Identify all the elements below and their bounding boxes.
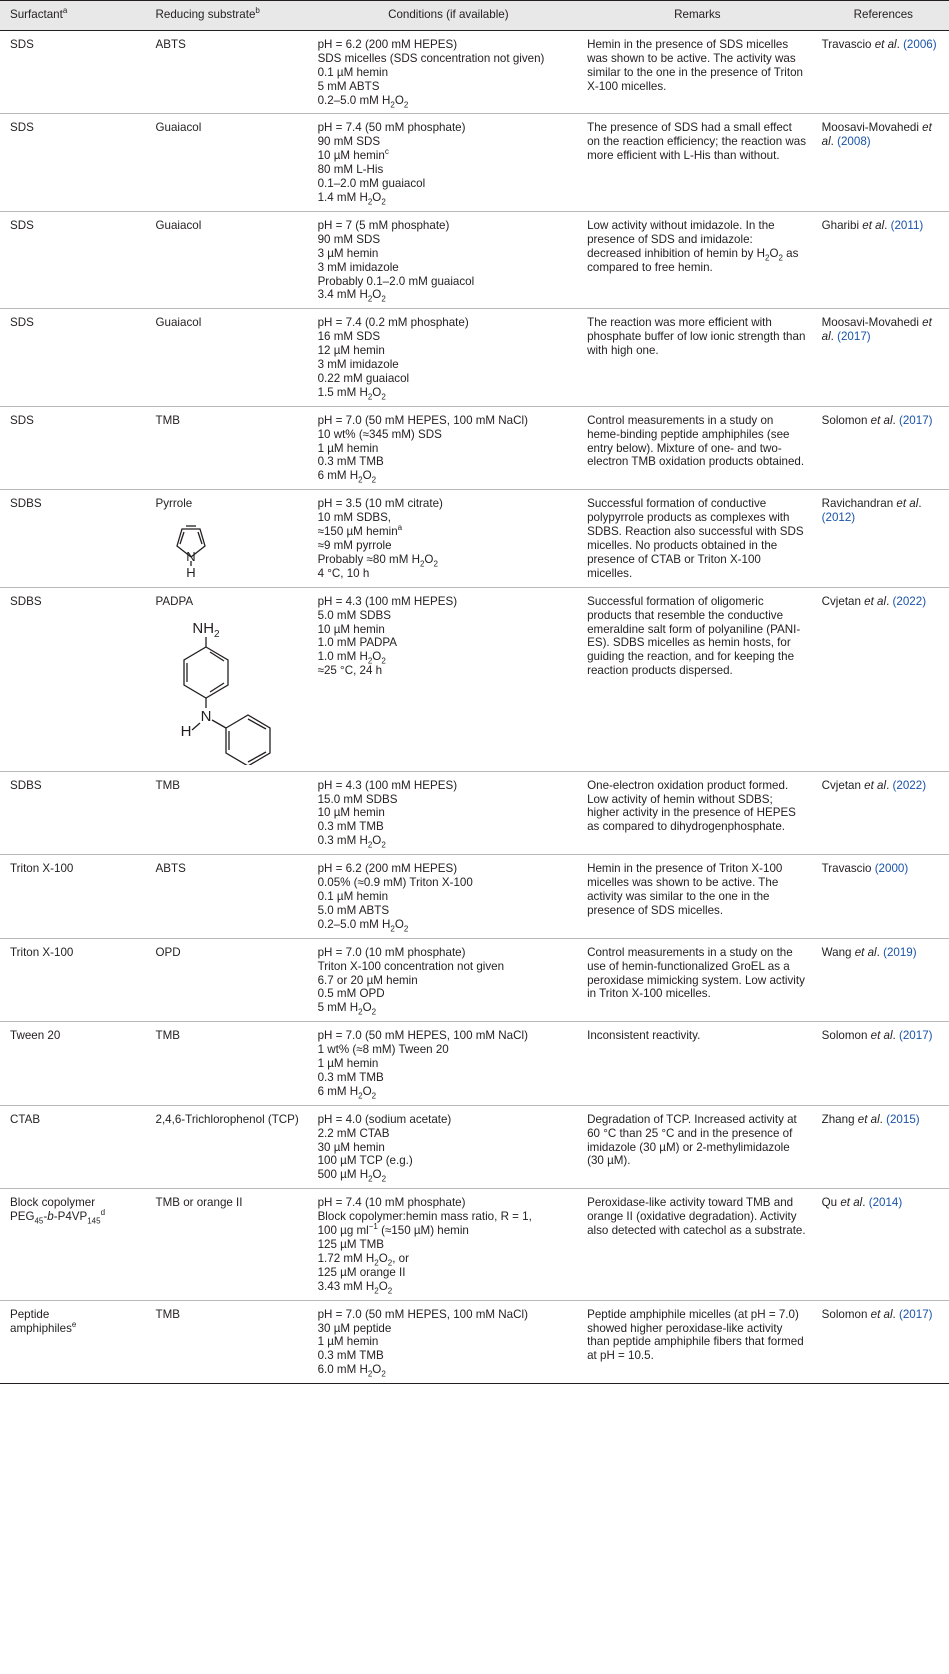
condition-line: SDS micelles (SDS concentration not given) — [317, 51, 545, 65]
condition-line: pH = 7.4 (50 mM phosphate) — [317, 121, 466, 135]
condition-line: 6 mM $H_2O_2$ — [317, 469, 377, 485]
cell-surfactant: Tween 20 — [0, 1022, 146, 1106]
condition-line: 0.1 µM hemin — [317, 65, 389, 79]
table-row — [0, 938, 949, 1022]
condition-line: 0.1–2.0 mM guaiacol — [317, 177, 426, 191]
table-row — [0, 587, 949, 771]
cell-surfactant: SDBS — [0, 771, 146, 855]
condition-line: pH = 6.2 (200 mM HEPES) — [317, 862, 458, 876]
condition-line: 0.2–5.0 mM $H_2O_2$ — [317, 917, 409, 934]
condition-line: pH = 7 (5 mM phosphate) — [317, 218, 450, 232]
condition-line: 0.3 mM TMB — [317, 1349, 384, 1363]
table-row — [0, 1022, 949, 1106]
cell-reducing-substrate: TMB — [146, 1300, 314, 1384]
cell-surfactant: SDS — [0, 309, 146, 406]
cell-surfactant: Peptide amphiphiles$^e$ — [0, 1300, 146, 1384]
reference-year-link[interactable]: (2022) — [892, 594, 927, 608]
condition-line: 0.5 mM OPD — [317, 987, 385, 1001]
cell-conditions — [314, 1105, 584, 1189]
reference-year-link[interactable]: (2014) — [868, 1196, 903, 1210]
cell-conditions — [314, 1189, 584, 1300]
cell-conditions — [314, 587, 584, 771]
cell-conditions — [314, 406, 584, 490]
table-row — [0, 1300, 949, 1384]
condition-line: 1.72 mM $H_2O_2$, or — [317, 1251, 409, 1268]
cell-reference: Travascio et al. (2006) — [812, 30, 949, 114]
cell-remarks: One-electron oxidation product formed. Low activity of hemin without SDBS; higher activity in the presence of HEPES as compared to dihydrogenphosphate. — [583, 771, 812, 855]
condition-line: 1.4 mM $H_2O_2$ — [317, 190, 386, 207]
condition-line: 1 µM hemin — [317, 1057, 379, 1071]
reference-year-link[interactable]: (2006) — [903, 37, 937, 51]
cell-reference: Ravichandran et al. (2012) — [812, 490, 949, 587]
condition-line: 10 wt% (≈345 mM) SDS — [317, 427, 442, 441]
condition-line: 5 mM ABTS — [317, 79, 380, 93]
cell-reference: Zhang et al. (2015) — [812, 1105, 949, 1189]
condition-line: 6.7 or 20 µM hemin — [317, 973, 418, 987]
reference-year-link[interactable]: (2011) — [890, 218, 924, 232]
condition-line: 0.22 mM guaiacol — [317, 371, 410, 385]
condition-line: 5.0 mM SDBS — [317, 608, 392, 622]
condition-line: 1.5 mM $H_2O_2$ — [317, 385, 386, 402]
cell-reducing-substrate: TMB or orange II — [146, 1189, 314, 1300]
condition-line: ≈9 mM pyrrole — [317, 539, 392, 552]
svg-text:N: N — [200, 707, 211, 725]
cell-reducing-substrate: TMB — [146, 1022, 314, 1106]
cell-surfactant: SDBS — [0, 490, 146, 587]
cell-reference: Cvjetan et al. (2022) — [812, 771, 949, 855]
cell-surfactant: SDS — [0, 30, 146, 114]
cell-remarks: Control measurements in a study on the use of hemin-functionalized GroEL as a peroxidase mimicking system. Low activity in Triton X-100 micelles. — [583, 938, 812, 1022]
cell-reference: Wang et al. (2019) — [812, 938, 949, 1022]
table-row — [0, 211, 949, 308]
table-row — [0, 855, 949, 939]
header-conditions: Conditions (if available) — [314, 1, 584, 31]
cell-reducing-substrate: PADPA $NH_2$ N H — [146, 587, 314, 771]
table-row — [0, 114, 949, 211]
condition-line: 6.0 mM $H_2O_2$ — [317, 1363, 386, 1379]
condition-line: 10 µM hemin — [317, 622, 385, 636]
condition-line: 30 µM hemin — [317, 1140, 385, 1154]
condition-line: 3.43 mM $H_2O_2$ — [317, 1279, 393, 1296]
cell-remarks: Low activity without imidazole. In the presence of SDS and imidazole: decreased inhibition of hemin by $H_2O_2$ as compared to free hemin. — [583, 211, 812, 308]
cell-reducing-substrate: Guaiacol — [146, 211, 314, 308]
condition-line: 90 mM SDS — [317, 232, 381, 246]
reference-year-link[interactable]: (2015) — [886, 1112, 920, 1126]
cell-remarks: Peptide amphiphile micelles (at pH = 7.0) showed higher peroxidase-like activity than peptide amphiphile fibers that formed at pH = 10.5. — [583, 1300, 812, 1384]
cell-reference: Solomon et al. (2017) — [812, 406, 949, 490]
cell-remarks: Control measurements in a study on heme-binding peptide amphiphiles (see entry below). Mixture of one- and two-electron TMB oxidation products obtained. — [583, 406, 812, 490]
cell-surfactant: Block copolymer $PEG_{45}-b-P4VP_{145}^d$ — [0, 1189, 146, 1300]
cell-conditions — [314, 1300, 584, 1384]
condition-line: 2.2 mM CTAB — [317, 1126, 390, 1140]
header-remarks: Remarks — [583, 1, 812, 31]
cell-surfactant: SDS — [0, 114, 146, 211]
table-row — [0, 309, 949, 406]
condition-line: 10 µM hemin$^c$ — [317, 147, 389, 163]
condition-line: 100 µg $ml^{-1}$ (≈150 µM) hemin — [317, 1222, 469, 1238]
condition-line: 90 mM SDS — [317, 135, 381, 149]
cell-remarks: The presence of SDS had a small effect on the reaction efficiency; the reaction was more efficient with L-His than without. — [583, 114, 812, 211]
condition-line: 0.05% (≈0.9 mM) Triton X-100 — [317, 876, 473, 890]
cell-surfactant: SDS — [0, 211, 146, 308]
condition-line: ≈150 µM hemin$^a$ — [317, 523, 403, 539]
condition-line: 3.4 mM $H_2O_2$ — [317, 288, 386, 304]
condition-line: Block copolymer:hemin mass ratio, R = 1, — [317, 1210, 532, 1224]
condition-line: 6 mM $H_2O_2$ — [317, 1084, 377, 1101]
cell-conditions — [314, 309, 584, 406]
svg-text:NH2: $NH_2$ — [191, 619, 220, 640]
reference-year-link[interactable]: (2017) — [899, 1307, 933, 1321]
header-surfactant: Surfactant$^a$ — [0, 1, 146, 31]
svg-text:H: H — [185, 565, 196, 580]
cell-conditions — [314, 490, 584, 587]
condition-line: 10 µM hemin — [317, 806, 385, 820]
condition-line: 4 °C, 10 h — [317, 566, 370, 580]
condition-line: 1.0 mM $H_2O_2$ — [317, 650, 386, 666]
cell-surfactant: Triton X-100 — [0, 855, 146, 939]
cell-remarks: Degradation of TCP. Increased activity at 60 °C than 25 °C and in the presence of imidazole (30 µM) or 2-methylimidazole (30 µM). — [583, 1105, 812, 1189]
condition-line: 1 µM hemin — [317, 1335, 379, 1349]
cell-surfactant: Triton X-100 — [0, 938, 146, 1022]
condition-line: 16 mM SDS — [317, 330, 381, 344]
condition-line: 3 mM imidazole — [317, 260, 399, 274]
condition-line: 1 wt% (≈8 mM) Tween 20 — [317, 1043, 449, 1057]
condition-line: 0.3 mM TMB — [317, 820, 384, 834]
cell-conditions — [314, 114, 584, 211]
reference-year-link[interactable]: (2000) — [874, 862, 909, 876]
cell-surfactant: CTAB — [0, 1105, 146, 1189]
table-row — [0, 30, 949, 114]
cell-reducing-substrate: ABTS — [146, 855, 314, 939]
condition-line: 3 µM hemin — [317, 246, 379, 260]
reference-year-link[interactable]: (2017) — [899, 413, 933, 427]
condition-line: pH = 7.0 (50 mM HEPES, 100 mM NaCl) — [317, 1029, 528, 1043]
cell-remarks: Hemin in the presence of Triton X-100 micelles was shown to be active. The activity was similar to the one in the presence of SDS micelles. — [583, 855, 812, 939]
cell-reference: Qu et al. (2014) — [812, 1189, 949, 1300]
condition-line: 0.3 mM TMB — [317, 455, 384, 469]
cell-reference: Gharibi et al. (2011) — [812, 211, 949, 308]
condition-line: 5.0 mM ABTS — [317, 903, 390, 917]
condition-line: pH = 7.0 (50 mM HEPES, 100 mM NaCl) — [317, 413, 528, 427]
cell-reference: Moosavi-Movahedi et al. (2017) — [812, 309, 949, 406]
condition-line: pH = 3.5 (10 mM citrate) — [317, 497, 443, 511]
reference-year-link[interactable]: (2008) — [837, 135, 871, 149]
condition-line: 1.0 mM PADPA — [317, 636, 398, 650]
cell-conditions — [314, 771, 584, 855]
cell-remarks: Inconsistent reactivity. — [583, 1022, 812, 1106]
cell-surfactant: SDBS — [0, 587, 146, 771]
cell-reducing-substrate: Pyrrole N H — [146, 490, 314, 587]
condition-line: 100 µM TCP (e.g.) — [317, 1154, 413, 1168]
condition-line: pH = 6.2 (200 mM HEPES) — [317, 37, 458, 51]
cell-reducing-substrate: TMB — [146, 771, 314, 855]
header-reducing-substrate: Reducing substrate$^b$ — [146, 1, 314, 31]
cell-conditions — [314, 30, 584, 114]
cell-remarks: Successful formation of conductive polypyrrole products as complexes with SDBS. Reaction also successful with SDS micelles. No products obtained in the presence of CTAB or Triton X-100 micelles. — [583, 490, 812, 587]
cell-remarks: Successful formation of oligomeric products that resemble the conductive emeraldine salt form of polyaniline (PANI-ES). SDBS micelles as hemin hosts, for guiding the reaction, and for keeping the reaction products dispersed. — [583, 587, 812, 771]
cell-reducing-substrate: Guaiacol — [146, 114, 314, 211]
condition-line: 0.3 mM TMB — [317, 1070, 384, 1084]
condition-line: 5 mM $H_2O_2$ — [317, 1001, 377, 1017]
cell-reference: Solomon et al. (2017) — [812, 1300, 949, 1384]
cell-reducing-substrate: Guaiacol — [146, 309, 314, 406]
cell-reducing-substrate: TMB — [146, 406, 314, 490]
condition-line: pH = 4.3 (100 mM HEPES) — [317, 778, 458, 792]
padpa-structure — [156, 615, 286, 765]
cell-conditions — [314, 855, 584, 939]
condition-line: 0.2–5.0 mM $H_2O_2$ — [317, 93, 409, 109]
condition-line: Triton X-100 concentration not given — [317, 959, 505, 973]
condition-line: 12 µM hemin — [317, 344, 385, 358]
cell-conditions — [314, 211, 584, 308]
cell-conditions — [314, 1022, 584, 1106]
cell-reducing-substrate: ABTS — [146, 30, 314, 114]
condition-line: pH = 7.4 (0.2 mM phosphate) — [317, 316, 469, 330]
condition-line: 10 mM SDBS, — [317, 511, 392, 525]
condition-line: pH = 7.0 (50 mM HEPES, 100 mM NaCl) — [317, 1307, 528, 1321]
condition-line: ≈25 °C, 24 h — [317, 664, 383, 678]
reference-year-link[interactable]: (2017) — [899, 1029, 933, 1043]
condition-line: 3 mM imidazole — [317, 358, 399, 372]
reference-year-link[interactable]: (2012) — [821, 511, 856, 525]
condition-line: Probably ≈80 mM $H_2O_2$ — [317, 552, 438, 569]
condition-line: 0.1 µM hemin — [317, 889, 389, 903]
condition-line: 15.0 mM SDBS — [317, 792, 398, 806]
table-row — [0, 406, 949, 490]
pyrrole-structure — [156, 517, 226, 579]
cell-reducing-substrate: 2,4,6-Trichlorophenol (TCP) — [146, 1105, 314, 1189]
cell-reference: Cvjetan et al. (2022) — [812, 587, 949, 771]
condition-line: 500 µM $H_2O_2$ — [317, 1168, 387, 1184]
table-row — [0, 1189, 949, 1300]
condition-line: 0.3 mM $H_2O_2$ — [317, 834, 386, 850]
cell-remarks: The reaction was more efficient with phosphate buffer of low ionic strength than with high one. — [583, 309, 812, 406]
cell-reference: Travascio (2000) — [812, 855, 949, 939]
table-row — [0, 1105, 949, 1189]
table-row — [0, 490, 949, 587]
cell-remarks: Hemin in the presence of SDS micelles was shown to be active. The activity was similar to the one in the presence of Triton X-100 micelles. — [583, 30, 812, 114]
cell-reducing-substrate: OPD — [146, 938, 314, 1022]
cell-reference: Solomon et al. (2017) — [812, 1022, 949, 1106]
condition-line: 125 µM orange II — [317, 1265, 406, 1279]
condition-line: 30 µM peptide — [317, 1321, 392, 1335]
condition-line: pH = 4.3 (100 mM HEPES) — [317, 594, 458, 608]
condition-line: pH = 7.4 (10 mM phosphate) — [317, 1196, 466, 1210]
table-row — [0, 771, 949, 855]
cell-reference: Moosavi-Movahedi et al. (2008) — [812, 114, 949, 211]
condition-line: 125 µM TMB — [317, 1238, 384, 1251]
cell-conditions — [314, 938, 584, 1022]
svg-text:H: H — [180, 722, 191, 740]
condition-line: pH = 7.0 (10 mM phosphate) — [317, 945, 466, 959]
svg-text:N: N — [185, 549, 196, 565]
cell-surfactant: SDS — [0, 406, 146, 490]
reference-year-link[interactable]: (2019) — [883, 945, 917, 959]
reference-year-link[interactable]: (2022) — [892, 778, 927, 792]
condition-line: Probably 0.1–2.0 mM guaiacol — [317, 274, 475, 288]
table-header-row — [0, 1, 949, 31]
condition-line: pH = 4.0 (sodium acetate) — [317, 1112, 452, 1126]
condition-line: 80 mM L-His — [317, 163, 384, 177]
header-references: References — [812, 1, 949, 31]
cell-remarks: Peroxidase-like activity toward TMB and orange II (oxidative degradation). Activity also detected with catechol as a substrate. — [583, 1189, 812, 1300]
condition-line: 1 µM hemin — [317, 441, 379, 455]
reference-year-link[interactable]: (2017) — [837, 330, 871, 344]
